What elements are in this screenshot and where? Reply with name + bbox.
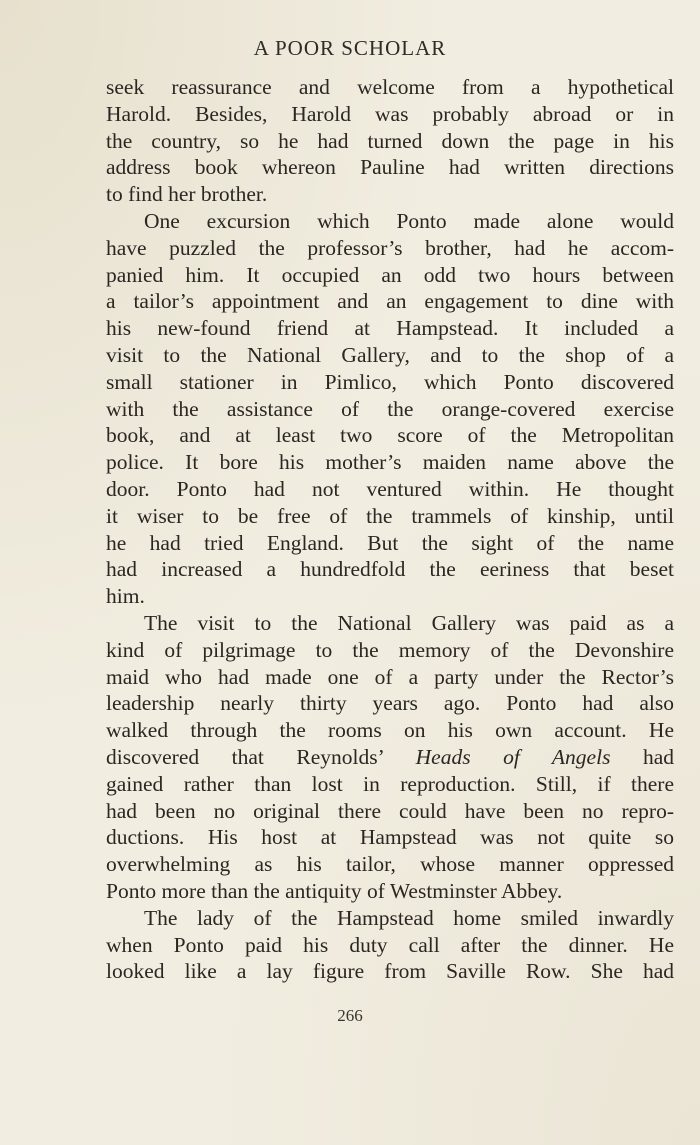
text-line: small stationer in Pimlico, which Ponto discovered (106, 369, 674, 394)
paragraph (106, 610, 674, 905)
text-line: The visit to the National Gallery was paid as a (144, 610, 674, 635)
text-line: Harold. Besides, Harold was probably abroad or in (106, 101, 674, 126)
text-line: to find her brother. (106, 182, 268, 207)
text-line: his new-found friend at Hampstead. It included a (106, 316, 674, 341)
text-line: visit to the National Gallery, and to the shop of a (106, 342, 674, 367)
text-line: seek reassurance and welcome from a hypothetical (106, 75, 674, 99)
text-run: had (610, 744, 674, 769)
text-line: kind of pilgrimage to the memory of the Devonshire (106, 637, 674, 662)
text-line: The lady of the Hampstead home smiled inwardly (144, 905, 674, 930)
text-line: he had tried England. But the sight of the name (106, 530, 674, 555)
text-line: panied him. It occupied an odd two hours between (106, 262, 674, 287)
text-run: discovered that Reynolds’ (106, 744, 416, 769)
body-text (106, 74, 674, 985)
text-line (106, 744, 674, 771)
page-number: 266 (337, 1006, 363, 1025)
paragraph (106, 208, 674, 610)
text-line: leadership nearly thirty years ago. Ponto had also (106, 691, 674, 716)
text-line: had increased a hundredfold the eeriness that beset (106, 557, 674, 582)
text-line: walked through the rooms on his own account. He (106, 718, 674, 743)
text-line: address book whereon Pauline had written directions (106, 155, 674, 180)
text-line: police. It bore his mother’s maiden name above the (106, 450, 674, 475)
text-line: him. (106, 584, 145, 609)
text-line: overwhelming as his tailor, whose manner oppressed (106, 852, 674, 877)
text-line: when Ponto paid his duty call after the dinner. He (106, 932, 674, 957)
text-line: have puzzled the professor’s brother, had he accom- (106, 235, 674, 260)
text-line: it wiser to be free of the trammels of kinship, until (106, 503, 674, 528)
text-line: gained rather than lost in reproduction. Still, if there (106, 771, 674, 796)
text-line: Ponto more than the antiquity of Westminster Abbey. (106, 878, 563, 903)
text-line: ductions. His host at Hampstead was not quite so (106, 825, 674, 850)
text-line: looked like a lay figure from Saville Row. She had (106, 959, 674, 984)
text-line: One excursion which Ponto made alone would (144, 208, 674, 233)
running-head: A POOR SCHOLAR (253, 36, 447, 60)
text-line: the country, so he had turned down the page in his (106, 128, 674, 153)
text-line: book, and at least two score of the Metropolitan (106, 423, 674, 448)
paragraph (106, 74, 674, 208)
italic-title: Heads of Angels (415, 744, 611, 769)
paragraph (106, 905, 674, 985)
text-line: had been no original there could have been no repro- (106, 798, 674, 823)
text-line: a tailor’s appointment and an engagement to dine with (106, 289, 674, 314)
text-line: door. Ponto had not ventured within. He thought (106, 476, 674, 501)
text-line: with the assistance of the orange-covered exercise (106, 396, 674, 421)
text-line: maid who had made one of a party under the Rector’s (106, 664, 674, 689)
